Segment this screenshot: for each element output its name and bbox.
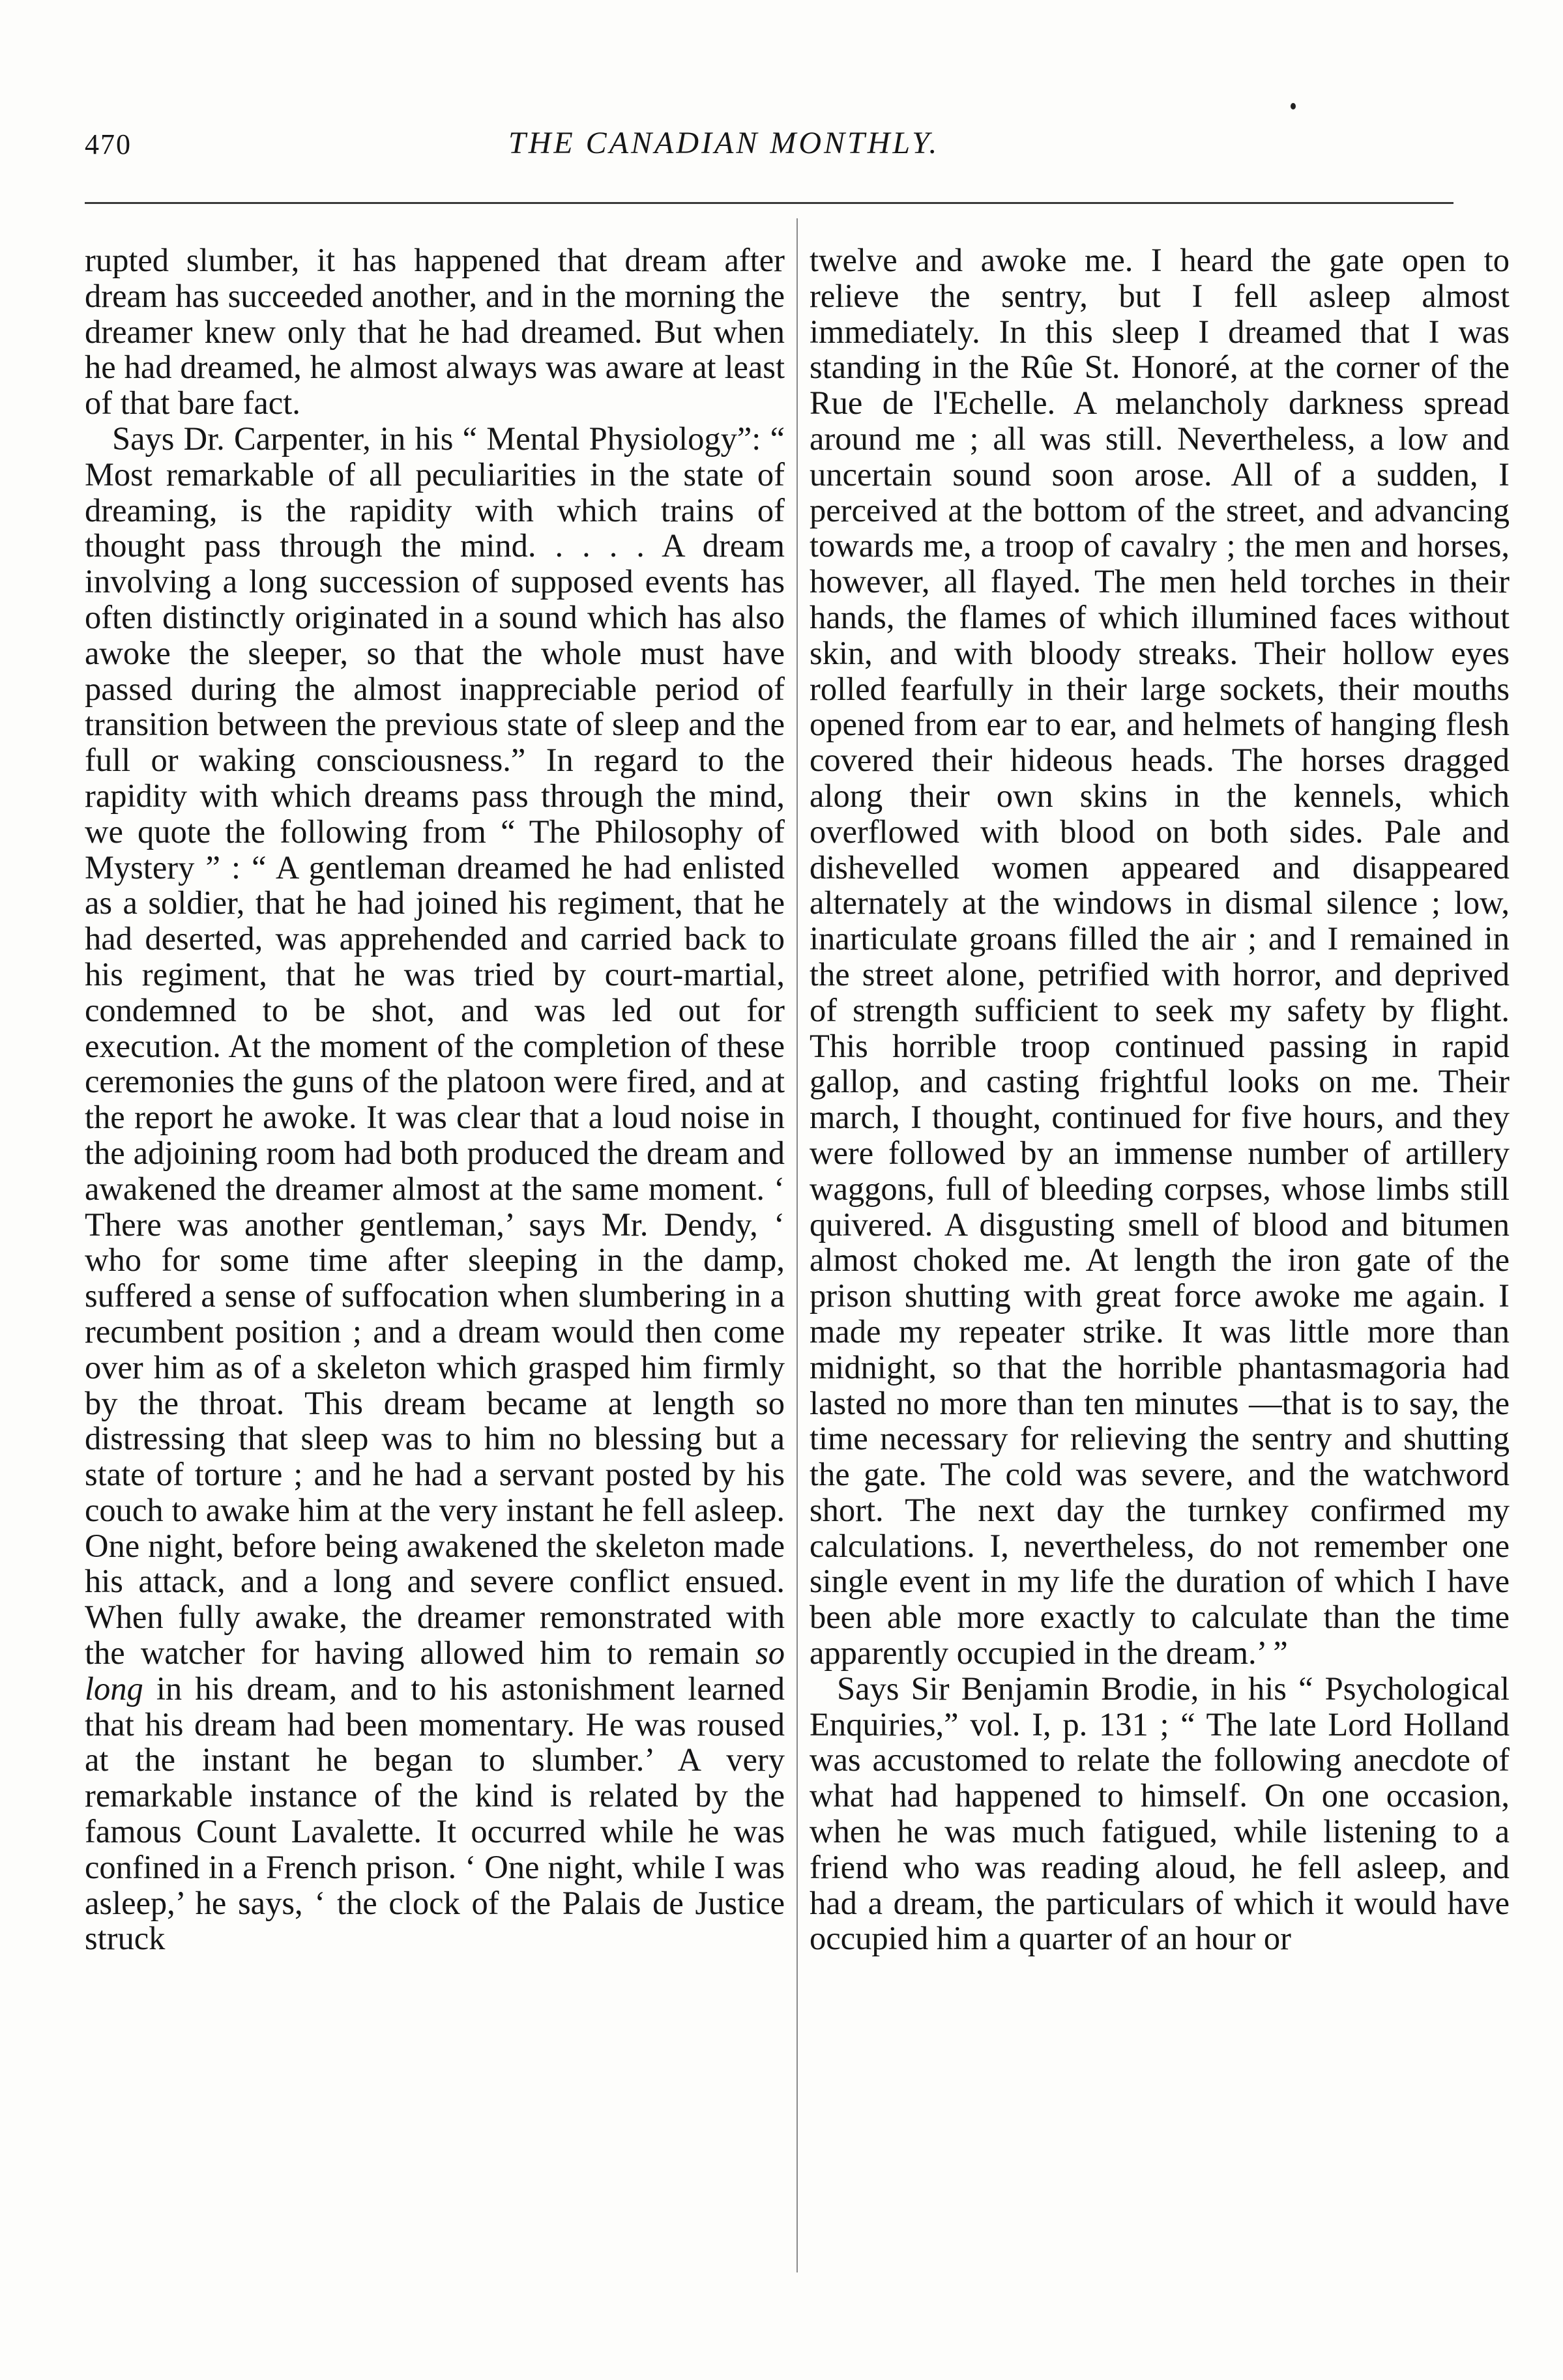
paragraph-lavalette: twelve and awoke me. I heard the gate open to relieve the sentry, but I fell asleep almost immediately. In this sleep I dreamed that I was standing in the Rûe St. Honoré, at the corner of the Rue de l'Echelle. A melancholy darkness spread around me ; all was still. Nevertheless, a low and uncertain sound soon arose. All of a sudden, I perceived at the bottom of the street, and advancing towards me, a troop of cavalry ; the men and horses, however, all flayed. The men held torches in their hands, the flames of which illumined faces without skin, and with bloody streaks. Their hollow eyes rolled fearfully in their large sockets, their mouths opened from ear to ear, and helmets of hanging flesh covered their hideous heads. The horses dragged along their own skins in the kennels, which overflowed with blood on both sides. Pale and dishevelled women appeared and disappeared alternately at the windows in dismal silence ; low, inarticulate groans filled the air ; and I remained in the street alone, petrified with horror, and deprived of strength sufficient to seek my safety by flight. This horrible troop continued passing in rapid gallop, and casting frightful looks on me. Their march, I thought, continued for five hours, and they were followed by an immense number of artillery waggons, full of bleeding corpses, whose limbs still quivered. A disgusting smell of blood and bitumen almost choked me. At length the iron gate of the prison shutting with great force awoke me again. I made my repeater strike. It was little more than midnight, so that the horrible phantasmagoria had lasted no more than ten minutes —that is to say, the time necessary for relieving the sentry and shutting the gate. The cold was severe, and the watchword short. The next day the turnkey confirmed my calculations. I, nevertheless, do not remember one single event in my life the duration of which I have been able more exactly to calculate than the time apparently occupied in the dream.’ ” xyxy=(810,242,1510,1672)
paragraph-carpenter-text: Says Dr. Carpenter, in his “ Mental Physiology”: “ Most remarkable of all peculiarities in the state of dreaming, is the rapidity with which trains of thought pass through the mind. . . . . A dream involving a long succession of supposed events has often distinctly originated in a sound which has also awoke the sleeper, so that the whole must have passed during the almost inappreciable period of transition between the previous state of sleep and the full or waking consciousness.” In regard to the rapidity with which dreams pass through the mind, we quote the following from “ The Philosophy of Mystery ” : “ A gentleman dreamed he had enlisted as a soldier, that he had joined his regiment, that he had deserted, was apprehended and carried back to his regiment, that he was tried by court-martial, condemned to be shot, and was led out for execution. At the moment of the completion of these ceremonies the guns of the platoon were fired, and at the report he awoke. It was clear that a loud noise in the adjoining room had both produced the dream and awakened the dreamer almost at the same moment. ‘ There was another gentleman,’ says Mr. Dendy, ‘ who for some time after sleeping in the damp, suffered a sense of suffocation when slumbering in a recumbent position ; and a dream would then come over him as of a skeleton which grasped him firmly by the throat. This dream became at length so distressing that sleep was to him no blessing but a state of torture ; and he had a servant posted by his couch to awake him at the very instant he fell asleep. One night, before being awakened the skeleton made his attack, and a long and severe conflict ensued. When fully awake, the dreamer remonstrated with the watcher for having allowed him to remain xyxy=(85,420,785,1672)
running-title: THE CANADIAN MONTHLY. xyxy=(508,126,940,160)
paragraph-brodie: Says Sir Benjamin Brodie, in his “ Psychological Enquiries,” vol. I, p. 131 ; “ The late Lord Holland was accustomed to relate the following anecdote of what had happened to himself. On one occasion, when he was much fatigued, while listening to a friend who was reading aloud, he fell asleep, and had a dream, the particulars of which it would have occupied him a quarter of an hour or xyxy=(810,1670,1510,1957)
paragraph-carpenter xyxy=(85,421,785,1956)
left-column xyxy=(85,242,785,2263)
paragraph-carpenter-tail: in his dream, and to his astonishment learned that his dream had been momentary. He was roused at the instant he began to slumber.’ A very remarkable instance of the kind is related by the famous Count Lavalette. It occurred while he was confined in a French prison. ‘ One night, while I was asleep,’ he says, ‘ the clock of the Palais de Justice struck xyxy=(85,1670,785,1957)
right-column xyxy=(810,242,1510,2263)
paragraph-continued: rupted slumber, it has happened that dream after dream has succeeded another, and in the morning the dreamer knew only that he had dreamed. But when he had dreamed, he almost always was aware at least of that bare fact. xyxy=(85,242,785,422)
print-speck xyxy=(1291,103,1296,109)
column-divider xyxy=(796,218,798,2272)
page-number: 470 xyxy=(85,128,132,160)
italic-phrase: so long xyxy=(85,1634,785,1707)
header-rule xyxy=(85,202,1453,204)
